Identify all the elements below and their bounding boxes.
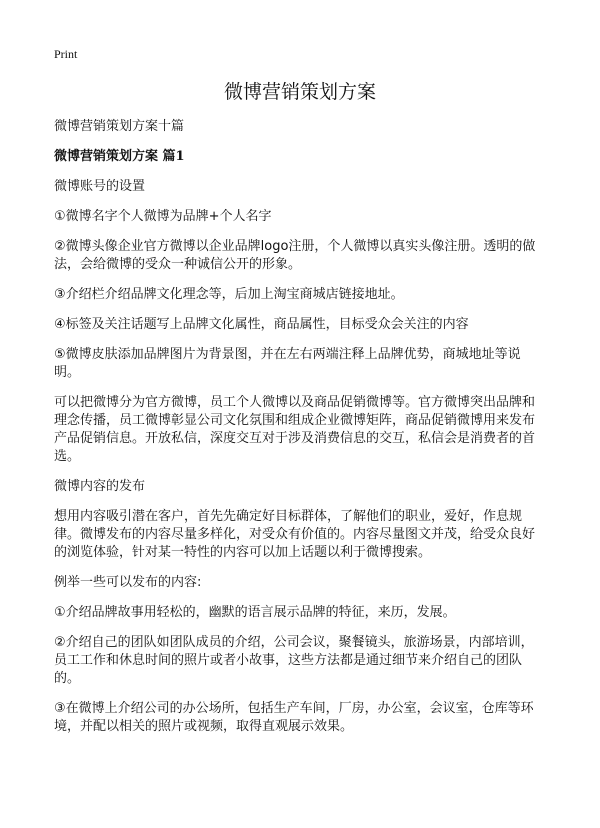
section-heading: 微博营销策划方案 篇1	[54, 149, 185, 164]
paragraph-example-1-brand-story: ①介绍品牌故事用轻松的，幽默的语言展示品牌的特征，来历，发展。	[54, 605, 456, 620]
paragraph-content-strategy: 想用内容吸引潜在客户，首先先确定好目标群体，了解他们的职业，爱好，作息规律。微博发布的内容尽量多样化，对受众有价值的。内容尽量图文并茂，给受众良好的浏览体验，针对某一特性的内容可以加上话题以利于微博搜索。	[54, 509, 536, 560]
document-title: 微博营销策划方案	[223, 81, 376, 103]
paragraph-example-2-team: ②介绍自己的团队如团队成员的介绍，公司会议，聚餐镜头，旅游场景，内部培训，员工工作和休息时间的照片或者小故事，这些方法都是通过细节来介绍自己的团队的。	[54, 635, 534, 686]
document-subtitle: 微博营销策划方案十篇	[54, 119, 185, 134]
paragraph-account-types: 可以把微博分为官方微博，员工个人微博以及商品促销微博等。官方微博突出品牌和理念传播，员工微博彰显公司文化氛围和组成企业微博矩阵，商品促销微博用来发布产品促销信息。开放私信，深度交互对于涉及消费信息的交互，私信会是消费者的首选。	[54, 395, 536, 464]
paragraph-content-publishing: 微博内容的发布	[54, 479, 146, 494]
paragraph-item-1-name: ①微博名字个人微博为品牌+个人名字	[54, 209, 272, 224]
paragraph-item-5-skin: ⑤微博皮肤添加品牌图片为背景图，并在左右两端注释上品牌优势，商城地址等说明。	[54, 347, 521, 380]
paragraph-item-2-avatar: ②微博头像企业官方微博以企业品牌logo注册，个人微博以真实头像注册。透明的做法，会给微博的受众一种诚信公开的形象。	[54, 239, 536, 272]
paragraph-examples-intro: 例举一些可以发布的内容:	[54, 575, 202, 590]
print-label: Print	[54, 47, 78, 61]
paragraph-account-setup: 微博账号的设置	[54, 179, 146, 194]
paragraph-item-4-tags: ④标签及关注话题写上品牌文化属性，商品属性，目标受众会关注的内容	[54, 317, 469, 332]
paragraph-example-3-office: ③在微博上介绍公司的办公场所，包括生产车间，厂房，办公室，会议室，仓库等环境，并配以相关的照片或视频，取得直观展示效果。	[54, 701, 534, 734]
paragraph-item-3-intro: ③介绍栏介绍品牌文化理念等，后加上淘宝商城店链接地址。	[54, 287, 404, 302]
